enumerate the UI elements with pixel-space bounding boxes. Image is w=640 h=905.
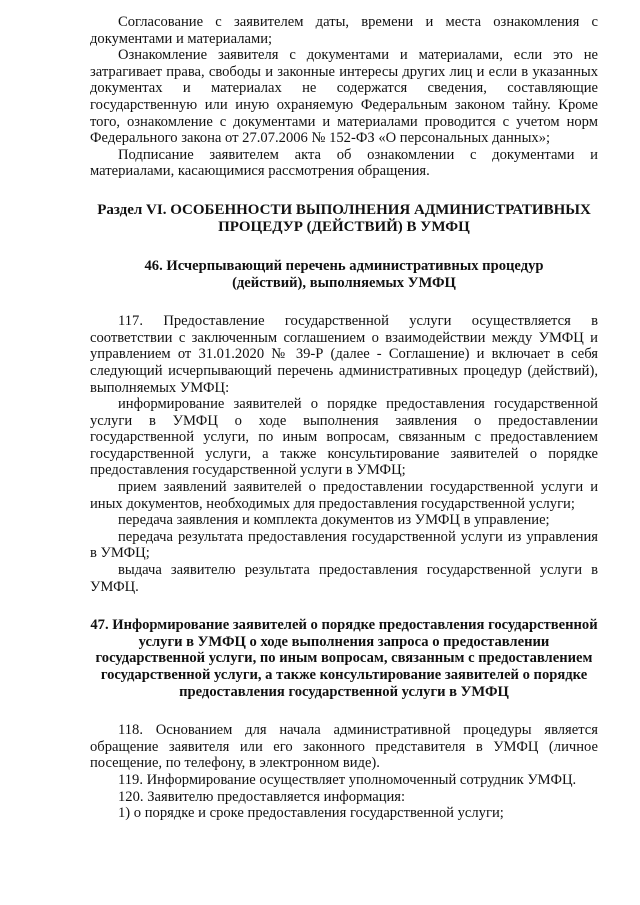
list-item-issuance: выдача заявителю результата предоставления государственной услуги в УМФЦ. bbox=[90, 562, 598, 595]
section-heading: Раздел VI. ОСОБЕННОСТИ ВЫПОЛНЕНИЯ АДМИНИСТРАТИВНЫХ ПРОЦЕДУР (ДЕЙСТВИЙ) В УМФЦ bbox=[97, 201, 591, 235]
paragraph-agreement-date: Согласование с заявителем даты, времени и места ознакомления с документами и материалами; bbox=[90, 14, 598, 47]
list-item-procedure-term: 1) о порядке и сроке предоставления государственной услуги; bbox=[118, 805, 504, 822]
paragraph-signing-act: Подписание заявителем акта об ознакомлении с документами и материалами, касающимися рассмотрения обращения. bbox=[90, 146, 598, 180]
subsection-46-heading: 46. Исчерпывающий перечень административных процедур (действий), выполняемых УМФЦ bbox=[144, 257, 544, 291]
paragraph-117: 117. Предоставление государственной услуги осуществляется в соответствии с заключенным соглашением о взаимодействии между УМФЦ и управлением от 31.01.2020 № 39-Р (далее - Соглашение) и включает в себя следующий исчерпывающий перечень административных процедур (действий), выполняемых УМФЦ: bbox=[90, 313, 598, 396]
list-item-transfer-to-department: передача заявления и комплекта документов из УМФЦ в управление; bbox=[118, 512, 550, 529]
paragraph-120: 120. Заявителю предоставляется информация: bbox=[118, 788, 406, 805]
paragraph-119: 119. Информирование осуществляет уполномоченный сотрудник УМФЦ. bbox=[118, 771, 577, 788]
list-item-transfer-result: передача результата предоставления государственной услуги из управления в УМФЦ; bbox=[90, 528, 598, 562]
list-item-reception: прием заявлений заявителей о предоставлении государственной услуги и иных документов, необходимых для предоставления государственной услуги; bbox=[90, 479, 598, 512]
list-item-informing: информирование заявителей о порядке предоставления государственной услуги в УМФЦ о ходе выполнения заявления о предоставлении государственной услуги, по иным вопросам, связанным с предоставлением государственной услуги, а также консультирование заявителей о порядке предоставления государственной услуги в УМФЦ; bbox=[90, 396, 598, 479]
subsection-47-heading: 47. Информирование заявителей о порядке предоставления государственной услуги в УМФЦ о ходе выполнения запроса о предоставлении государственной услуги, по иным вопросам, связанным с предоставлением государственной услуги, а также консультирование заявителей о порядке предоставления государственной услуги в УМФЦ bbox=[90, 617, 598, 700]
paragraph-118: 118. Основанием для начала административной процедуры является обращение заявителя или его законного представителя в УМФЦ (личное посещение, по телефону, в электронном виде). bbox=[90, 722, 598, 772]
paragraph-familiarization: Ознакомление заявителя с документами и материалами, если это не затрагивает права, свободы и законные интересы других лиц и если в указанных документах и материалах не содержатся сведения, составляющие государственную или иную охраняемую Федеральным законом тайну. Кроме того, ознакомление с документами и материалами проводится с учетом норм Федерального закона от 27.07.2006 № 152-ФЗ «О персональных данных»; bbox=[90, 47, 598, 147]
